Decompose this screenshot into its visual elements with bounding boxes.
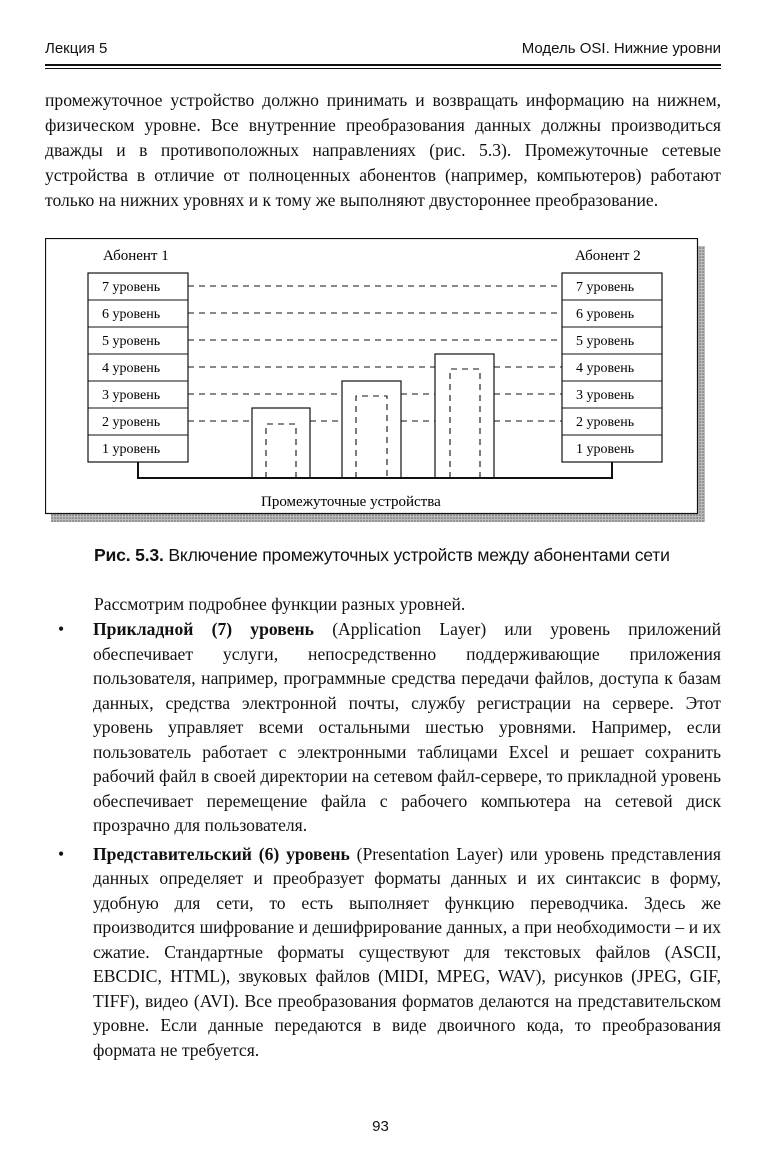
list-item-term: Представительский (6) уровень (93, 843, 350, 864)
list-item-term: Прикладной (7) уровень (93, 619, 314, 639)
s1-level-4: 4 уровень (102, 361, 161, 376)
s1-level-1: 1 уровень (102, 442, 161, 457)
s2-level-5: 5 уровень (576, 334, 635, 349)
intermediate-device-1 (252, 408, 310, 478)
bullet-dot-icon: • (58, 843, 65, 864)
running-header (45, 40, 721, 66)
bullet-dot-icon: • (58, 619, 65, 639)
s2-level-3: 3 уровень (576, 388, 635, 403)
subscriber-2-label: Абонент 2 (575, 248, 641, 264)
layers-list (58, 617, 721, 1066)
s1-level-5: 5 уровень (102, 334, 161, 349)
s2-level-2: 2 уровень (576, 415, 635, 430)
intermediate-devices-label: Промежуточные устройства (261, 494, 441, 510)
subscriber-1-label: Абонент 1 (103, 248, 169, 264)
header-rule (45, 64, 721, 66)
header-rule-thin (45, 68, 721, 69)
lead-paragraph: Рассмотрим подробнее функции разных уровней. (94, 594, 466, 614)
page-number: 93 (372, 1118, 389, 1135)
subscriber-2-stack (562, 273, 662, 462)
s2-level-1: 1 уровень (576, 442, 635, 457)
figure-caption-text: Включение промежуточных устройств между абонентами сети (163, 545, 670, 565)
s1-level-7: 7 уровень (102, 280, 161, 295)
list-item-body: (Application Layer) или уровень приложений обеспечивает услуги, непосредственно поддерживающие приложения пользователя, например, программные средства передачи файлов, доступа к базам данных, средства электронной почты, службу регистрации на сервере. Этот уровень управляет всеми остальными шестью уровнями. Например, если пользователь работает с электронными таблицами Excel и решает сохранить рабочий файл в своей директории на сетевом файл-сервере, то прикладной уровень обеспечивает перемещение файла с рабочего компьютера на сетевой диск прозрачно для пользователя. (93, 619, 721, 835)
header-chapter-title: Модель OSI. Нижние уровни (521, 40, 721, 57)
header-lecture: Лекция 5 (45, 40, 108, 57)
intermediate-device-3 (435, 354, 494, 478)
figure-caption (94, 545, 670, 566)
list-item-body: (Presentation Layer) или уровень представления данных определяет и преобразует форматы данных и их синтаксис в форму, удобную для сети, то есть выполняет функцию переводчика. Здесь же производится шифрование и дешифрирование данных, а при необходимости – и их сжатие. Стандартные форматы существуют для текстовых файлов (ASCII, EBCDIC, HTML), звуковых файлов (MIDI, MPEG, WAV), рисунков (JPEG, GIF, TIFF), видео (AVI). Все преобразования форматов делаются на представительском уровне. Если данные передаются в виде двоичного кода, то преобразования формата не требуется. (93, 843, 721, 1060)
s1-level-6: 6 уровень (102, 307, 161, 322)
intro-paragraph: промежуточное устройство должно принимать и возвращать информацию на нижнем, физическом уровне. Все внутренние преобразования данных должны производиться дважды и в противоположных направлениях (рис. 5.3). Промежуточные сетевые устройства в отличие от полноценных абонентов (например, компьютеров) работают только на нижних уровнях и к тому же выполняют двустороннее преобразование. (45, 90, 721, 210)
s1-level-3: 3 уровень (102, 388, 161, 403)
s1-level-2: 2 уровень (102, 415, 161, 430)
s2-level-4: 4 уровень (576, 361, 635, 376)
s2-level-6: 6 уровень (576, 307, 635, 322)
subscriber-1-stack (88, 273, 188, 462)
list-item-presentation-layer (58, 842, 721, 1063)
figure-number: Рис. 5.3. (94, 545, 164, 565)
intermediate-device-2 (342, 381, 401, 478)
s2-level-7: 7 уровень (576, 280, 635, 295)
list-item-application-layer (58, 617, 721, 838)
figure-osi-intermediate-devices (45, 238, 705, 522)
